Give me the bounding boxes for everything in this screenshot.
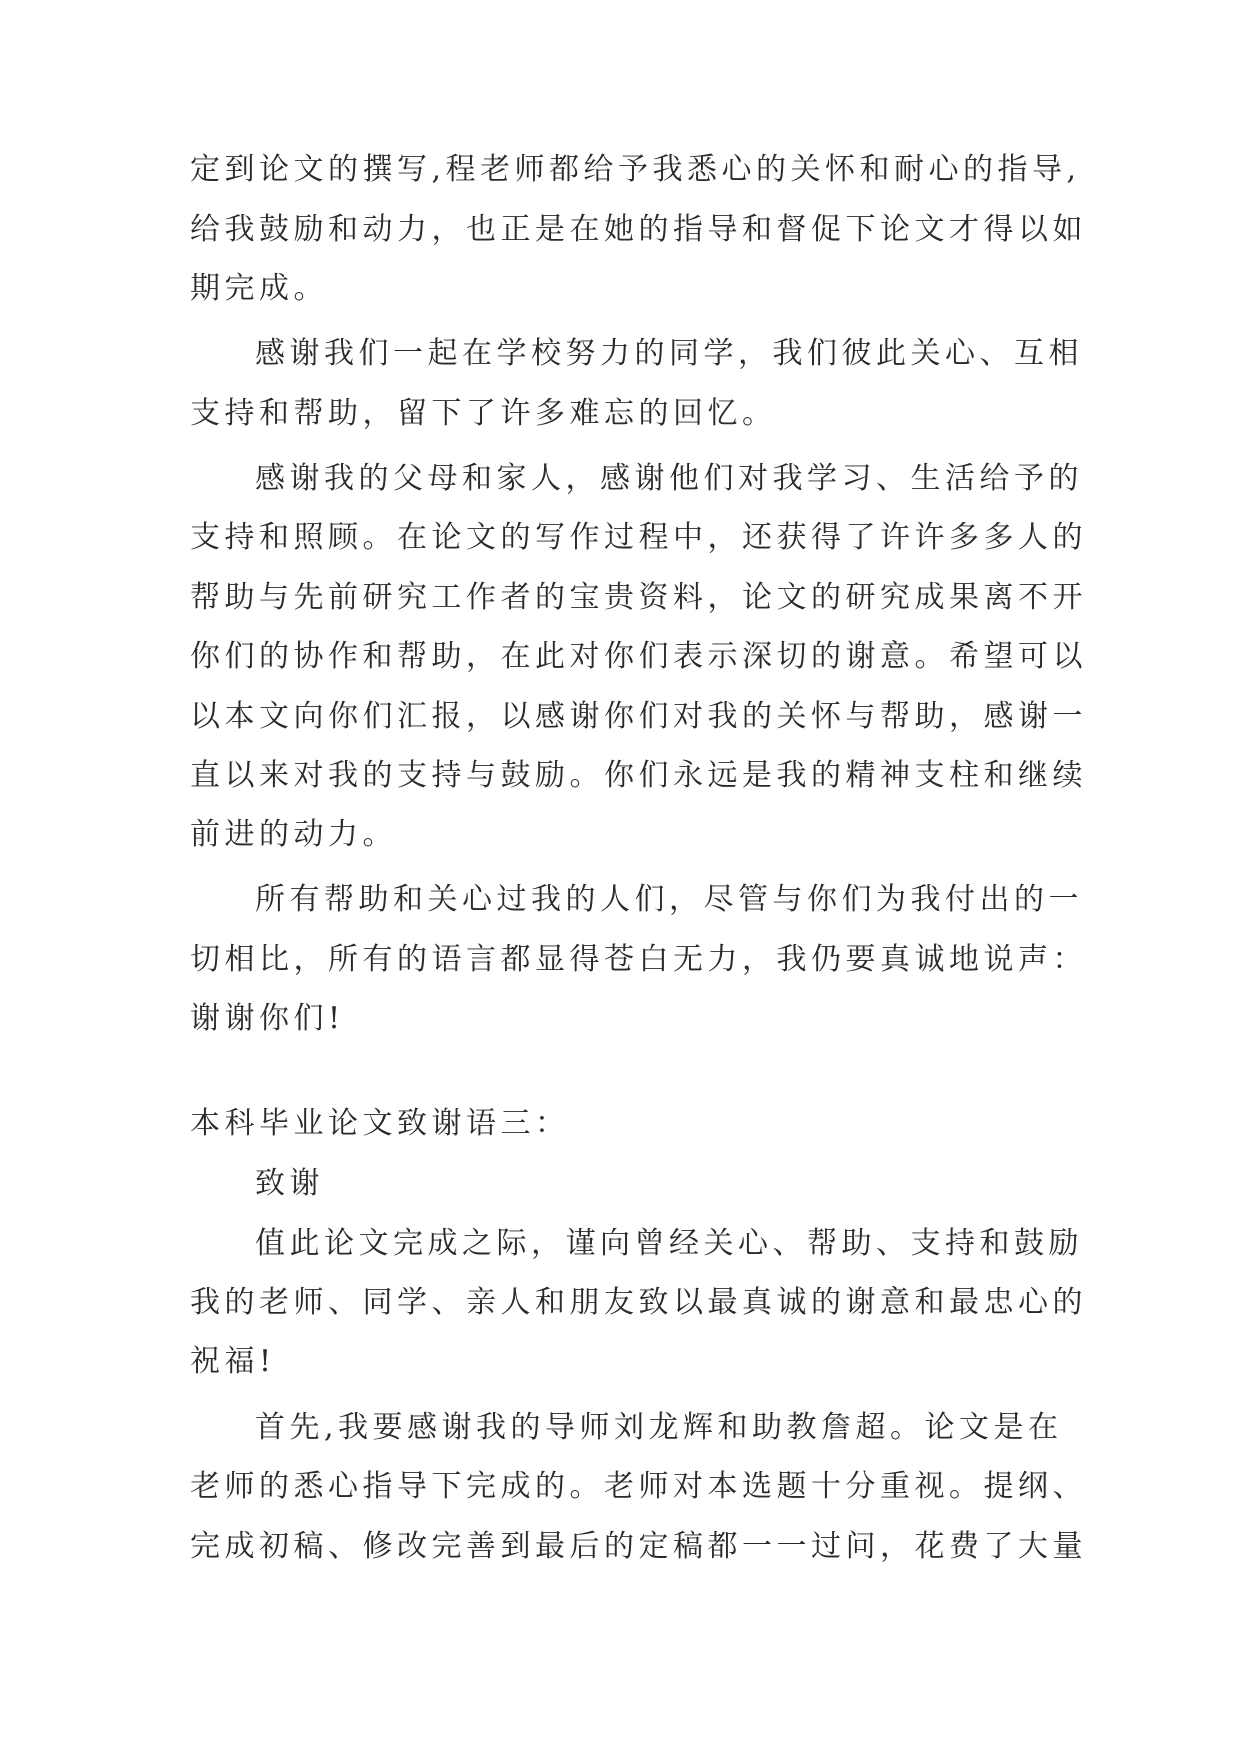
paragraph-start-line: 感谢我们一起在学校努力的同学，我们彼此关心、互相 [255, 336, 1083, 371]
text-line: 直以来对我的支持与鼓励。你们永远是我的精神支柱和继续 [190, 758, 1087, 793]
paragraph-start-line: 值此论文完成之际，谨向曾经关心、帮助、支持和鼓励 [255, 1226, 1083, 1261]
text-line: 我的老师、同学、亲人和朋友致以最真诚的谢意和最忠心的 [190, 1285, 1087, 1320]
text-line: 你们的协作和帮助，在此对你们表示深切的谢意。希望可以 [190, 639, 1087, 674]
text-line: 完成初稿、修改完善到最后的定稿都一一过问，花费了大量 [190, 1529, 1087, 1564]
paragraph-start-line: 首先,我要感谢我的导师刘龙辉和助教詹超。论文是在 [255, 1410, 1063, 1445]
text-line: 支持和帮助，留下了许多难忘的回忆。 [190, 396, 777, 431]
subsection-title: 致谢 [255, 1166, 324, 1201]
text-line: 给我鼓励和动力，也正是在她的指导和督促下论文才得以如 [190, 212, 1087, 247]
text-line: 前进的动力。 [190, 817, 397, 852]
text-line: 定到论文的撰写,程老师都给予我悉心的关怀和耐心的指导, [190, 152, 1081, 187]
text-line: 支持和照顾。在论文的写作过程中，还获得了许许多多人的 [190, 520, 1087, 555]
text-line: 帮助与先前研究工作者的宝贵资料，论文的研究成果离不开 [190, 580, 1087, 615]
text-line: 以本文向你们汇报，以感谢你们对我的关怀与帮助，感谢一 [190, 699, 1087, 734]
paragraph-start-line: 感谢我的父母和家人，感谢他们对我学习、生活给予的 [255, 461, 1083, 496]
section-heading: 本科毕业论文致谢语三： [190, 1106, 570, 1141]
text-line: 祝福! [190, 1344, 276, 1379]
text-line: 期完成。 [190, 271, 328, 306]
text-line: 谢谢你们! [190, 1001, 345, 1036]
paragraph-start-line: 所有帮助和关心过我的人们，尽管与你们为我付出的一 [255, 882, 1083, 917]
text-line: 老师的悉心指导下完成的。老师对本选题十分重视。提纲、 [190, 1469, 1087, 1504]
text-line: 切相比，所有的语言都显得苍白无力，我仍要真诚地说声： [190, 942, 1087, 977]
